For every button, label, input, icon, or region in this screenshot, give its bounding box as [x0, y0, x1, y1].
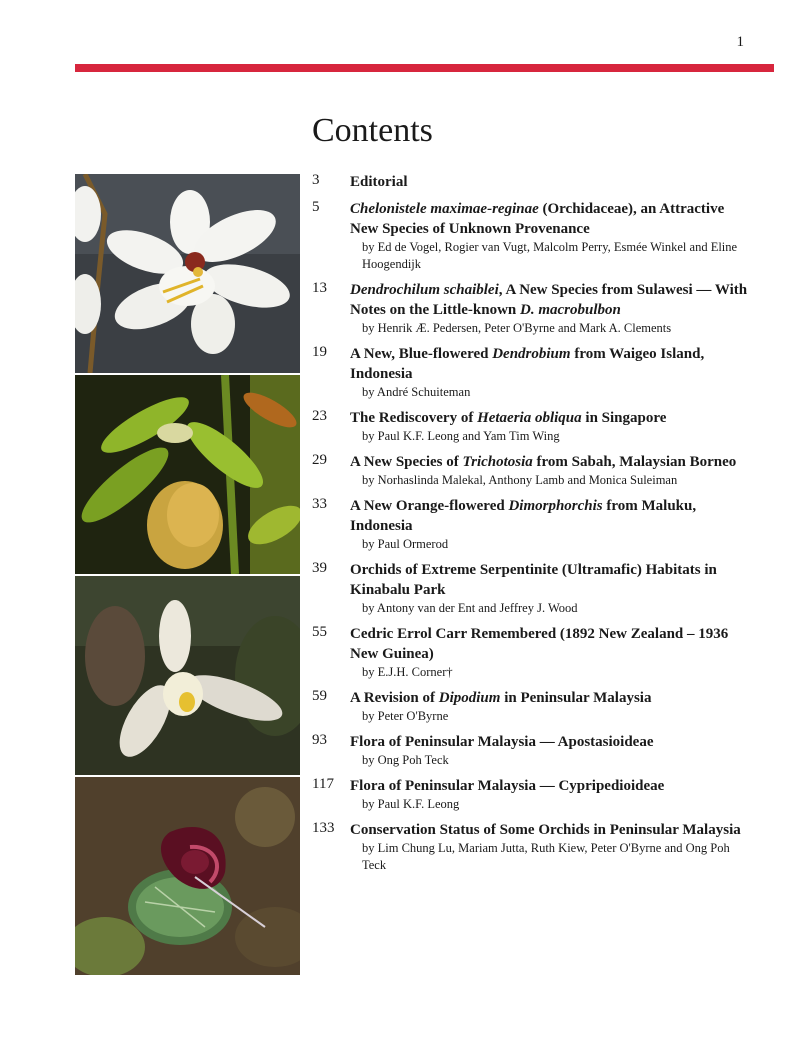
entry-title	[350, 776, 752, 796]
entry-title-text: in Peninsular Malaysia	[500, 690, 652, 706]
entry-authors: by Ong Poh Teck	[362, 753, 449, 767]
entry-title-text: from Waigeo Island, Indonesia	[350, 346, 705, 382]
entry-authors: by Norhaslinda Malekal, Anthony Lamb and Monica Suleiman	[362, 473, 678, 487]
entry-title	[350, 496, 752, 536]
entry-authors: by Peter O'Byrne	[362, 709, 449, 723]
entry-title-text: A New Orange-flowered	[350, 498, 509, 514]
entry-page-number: 93	[312, 732, 327, 748]
toc-entry[interactable]	[312, 496, 752, 553]
entry-title-italic: Trichotosia	[462, 454, 533, 470]
entry-title	[350, 624, 752, 664]
entry-page-number: 59	[312, 688, 327, 704]
entry-title-italic: Dimorphorchis	[508, 498, 603, 514]
entry-title	[350, 560, 752, 600]
toc-entry[interactable]	[312, 172, 752, 192]
red-orchid-photo	[75, 777, 300, 975]
entry-authors: by E.J.H. Corner†	[362, 665, 453, 679]
entry-title-text: Conservation Status of Some Orchids in Peninsular Malaysia	[350, 822, 741, 838]
entry-authors: by Henrik Æ. Pedersen, Peter O'Byrne and Mark A. Clements	[362, 321, 672, 335]
entry-page-number: 23	[312, 408, 327, 424]
entry-title-text: Cedric Errol Carr Remembered (1892 New Zealand – 1936 New Guinea)	[350, 626, 729, 662]
entry-title	[350, 344, 752, 384]
entry-title-text: Orchids of Extreme Serpentinite (Ultramafic) Habitats in Kinabalu Park	[350, 562, 717, 598]
entry-title-text: A Revision of	[350, 690, 439, 706]
toc-entry[interactable]	[312, 624, 752, 681]
entry-title-text: Flora of Peninsular Malaysia — Apostasioideae	[350, 734, 654, 750]
entry-title-text: The Rediscovery of	[350, 410, 478, 426]
entry-title-text: Flora of Peninsular Malaysia — Cypripedioideae	[350, 778, 665, 794]
entry-page-number: 55	[312, 624, 327, 640]
entry-authors: by Paul K.F. Leong	[362, 797, 460, 811]
entry-title-italic: Dendrochilum schaiblei	[350, 282, 499, 298]
entry-title	[350, 452, 752, 472]
page-title: Contents	[312, 112, 433, 149]
entry-title-text: , A New Species from Sulawesi — With Notes on the Little-known	[350, 282, 748, 318]
photo-column	[75, 174, 300, 975]
entry-title-italic: Hetaeria obliqua	[477, 410, 582, 426]
entry-title	[350, 172, 752, 192]
entry-page-number: 5	[312, 199, 320, 215]
entry-authors: by Paul K.F. Leong and Yam Tim Wing	[362, 429, 560, 443]
white-orchid-photo	[75, 174, 300, 373]
pale-orchid-photo	[75, 576, 300, 775]
toc-entry[interactable]	[312, 280, 752, 337]
toc-entry[interactable]	[312, 344, 752, 401]
toc-entry[interactable]	[312, 408, 752, 445]
entry-page-number: 39	[312, 560, 327, 576]
entry-title-text: from Sabah, Malaysian Borneo	[532, 454, 737, 470]
entry-title-italic: Dendrobium	[492, 346, 571, 362]
toc-entry[interactable]	[312, 820, 752, 874]
toc-entry[interactable]	[312, 776, 752, 813]
toc-entry[interactable]	[312, 452, 752, 489]
entry-authors: by Lim Chung Lu, Mariam Jutta, Ruth Kiew, Peter O'Byrne and Ong Poh Teck	[362, 841, 730, 872]
entry-title-italic: Chelonistele maximae-reginae	[350, 201, 539, 217]
entry-title	[350, 199, 752, 239]
entry-title	[350, 280, 752, 320]
entry-page-number: 117	[312, 776, 334, 792]
entry-page-number: 133	[312, 820, 335, 836]
entry-title-text: Editorial	[350, 174, 408, 190]
toc-entry[interactable]	[312, 560, 752, 617]
entry-title	[350, 408, 752, 428]
entry-title-italic: Dipodium	[438, 690, 501, 706]
entry-page-number: 33	[312, 496, 327, 512]
entry-title-text: (Orchidaceae), an Attractive New Species of Unknown Provenance	[350, 201, 725, 237]
entry-authors: by Paul Ormerod	[362, 537, 449, 551]
toc-entry[interactable]	[312, 688, 752, 725]
contents-list	[312, 172, 752, 881]
entry-page-number: 29	[312, 452, 327, 468]
toc-entry[interactable]	[312, 199, 752, 273]
entry-title	[350, 820, 752, 840]
entry-authors: by Antony van der Ent and Jeffrey J. Wood	[362, 601, 578, 615]
entry-title	[350, 688, 752, 708]
page-number: 1	[736, 34, 744, 50]
entry-title-text: in Singapore	[581, 410, 667, 426]
entry-title-text: A New, Blue-flowered	[350, 346, 493, 362]
entry-authors: by André Schuiteman	[362, 385, 471, 399]
entry-page-number: 19	[312, 344, 327, 360]
green-orchid-photo	[75, 375, 300, 574]
entry-page-number: 13	[312, 280, 327, 296]
entry-page-number: 3	[312, 172, 320, 188]
entry-authors: by Ed de Vogel, Rogier van Vugt, Malcolm Perry, Esmée Winkel and Eline Hoogendijk	[362, 240, 738, 271]
entry-title-text: from Maluku, Indonesia	[350, 498, 697, 534]
toc-entry[interactable]	[312, 732, 752, 769]
header-rule	[75, 64, 774, 72]
entry-title	[350, 732, 752, 752]
entry-title-text: A New Species of	[350, 454, 463, 470]
entry-title-italic: D. macrobulbon	[520, 302, 621, 318]
